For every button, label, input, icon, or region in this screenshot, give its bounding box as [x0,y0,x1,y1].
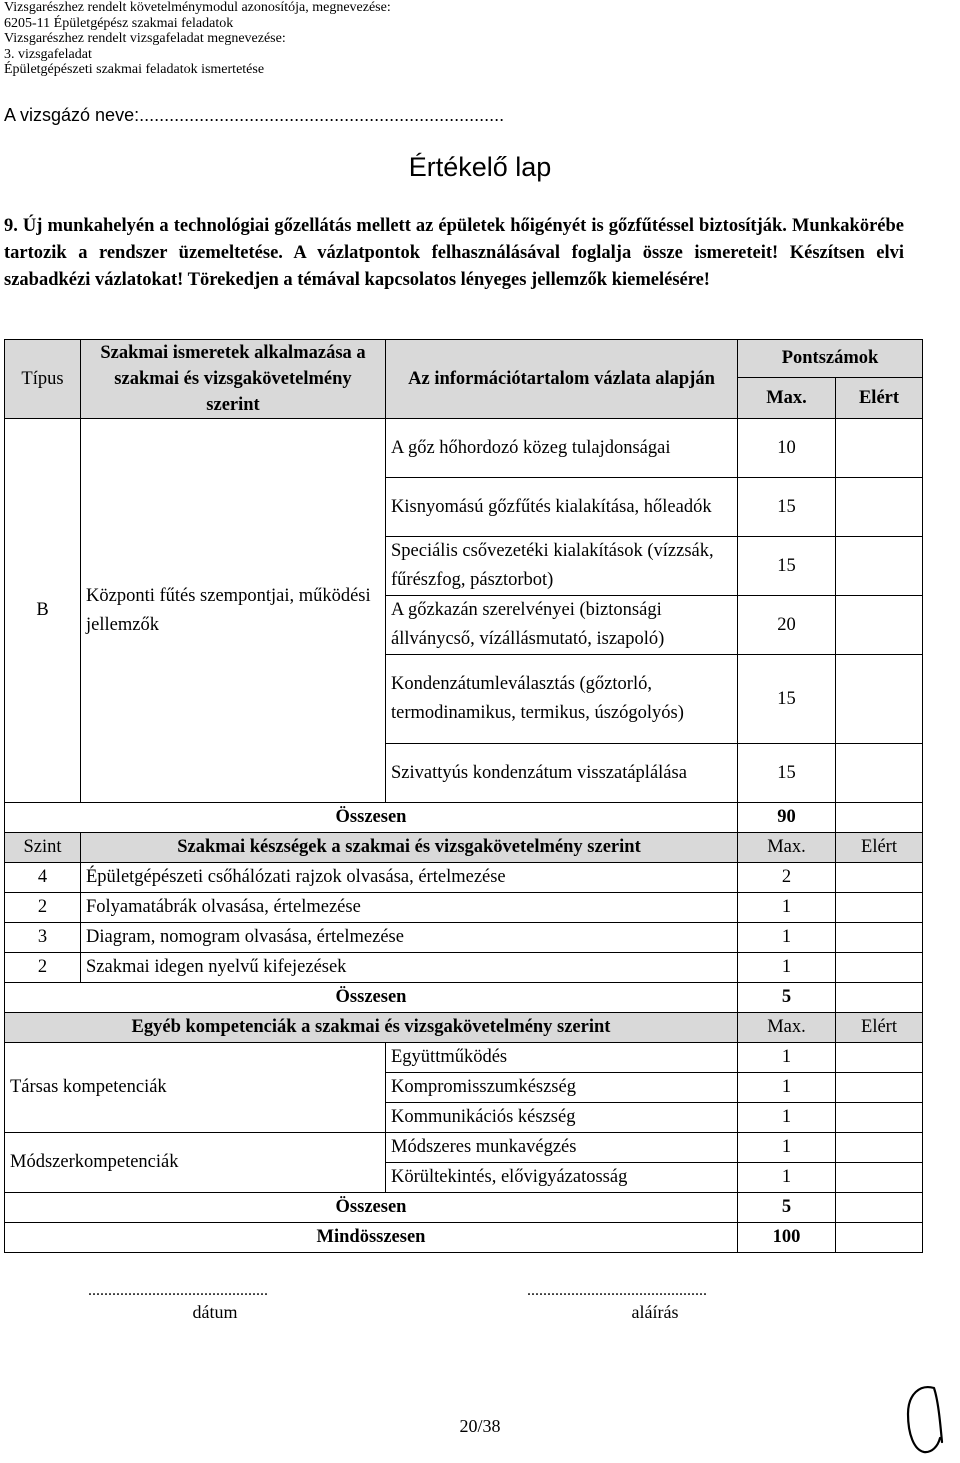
competency-group: Társas kompetenciák [5,1043,386,1133]
subtotal-label: Összesen [5,803,738,833]
points-header: Pontszámok [738,340,923,378]
content-cell: A gőzkazán szerelvényei (biztonsági állványcső, vízállásmutató, iszapoló) [386,596,738,655]
subtotal-row [5,803,923,833]
skills-header: Szakmai készségek a szakmai és vizsgakövetelmény szerint [81,833,738,863]
achieved-header: Elért [836,1013,923,1043]
table-row [5,1133,923,1163]
max-cell: 15 [738,537,836,596]
level-header: Szint [5,833,81,863]
header-line: 6205-11 Épületgépész szakmai feladatok [4,15,234,31]
competency-cell: Módszeres munkavégzés [386,1133,738,1163]
skill-cell: Diagram, nomogram olvasása, értelmezése [81,923,738,953]
table-row [5,893,923,923]
signature-label: aláírás [631,1302,679,1322]
topic-cell: Központi fűtés szempontjai, működési jellemzők [81,419,386,803]
header-line: Vizsgarészhez rendelt vizsgafeladat megnevezése: [4,31,286,46]
page-number: 20/38 [459,1416,501,1436]
level-cell: 2 [5,893,81,923]
knowledge-header: Szakmai ismeretek alkalmazása a szakmai és vizsgakövetelmény szerint [81,340,386,419]
achieved-header: Elért [836,833,923,863]
achieved-cell[interactable] [836,744,923,803]
achieved-cell[interactable] [836,863,923,893]
level-cell: 4 [5,863,81,893]
competency-cell: Kommunikációs készség [386,1103,738,1133]
achieved-cell[interactable] [836,1133,923,1163]
max-cell: 1 [738,1043,836,1073]
table-header-row [5,340,923,378]
table-row [5,1043,923,1073]
subtotal-max: 90 [738,803,836,833]
section-header-row [5,1013,923,1043]
skill-cell: Szakmai idegen nyelvű kifejezések [81,953,738,983]
content-cell: A gőz hőhordozó közeg tulajdonságai [386,419,738,478]
subtotal-max: 5 [738,1193,836,1223]
type-header: Típus [5,340,81,419]
max-cell: 1 [738,953,836,983]
max-header: Max. [738,378,836,419]
achieved-cell[interactable] [836,419,923,478]
subtotal-row [5,1193,923,1223]
grand-total-row [5,1223,923,1253]
skill-cell: Folyamatábrák olvasása, értelmezése [81,893,738,923]
max-cell: 1 [738,923,836,953]
achieved-cell[interactable] [836,478,923,537]
candidate-name-line: A vizsgázó neve:......................................................................... [4,105,505,125]
achieved-cell[interactable] [836,1163,923,1193]
grand-total-achieved[interactable] [836,1223,923,1253]
content-cell: Kondenzátumleválasztás (gőztorló, termodinamikus, termikus, úszógolyós) [386,655,738,744]
level-cell: 3 [5,923,81,953]
section-header-row [5,833,923,863]
max-cell: 15 [738,744,836,803]
max-cell: 1 [738,1163,836,1193]
achieved-cell[interactable] [836,953,923,983]
max-cell: 1 [738,1073,836,1103]
header-line: Épületgépészeti szakmai feladatok ismertetése [4,62,265,77]
page-title: Értékelő lap [408,152,552,182]
subtotal-achieved[interactable] [836,983,923,1013]
achieved-cell[interactable] [836,1103,923,1133]
table-row [5,953,923,983]
max-cell: 1 [738,893,836,923]
max-cell: 20 [738,596,836,655]
date-label: dátum [192,1302,238,1322]
achieved-cell[interactable] [836,893,923,923]
grand-total-label: Mindösszesen [5,1223,738,1253]
subtotal-max: 5 [738,983,836,1013]
handwritten-mark [898,1380,950,1460]
achieved-cell[interactable] [836,923,923,953]
competency-cell: Kompromisszumkészség [386,1073,738,1103]
table-row [5,863,923,893]
subtotal-achieved[interactable] [836,803,923,833]
header-line: 3. vizsgafeladat [4,46,92,62]
subtotal-label: Összesen [5,983,738,1013]
level-cell: 2 [5,953,81,983]
task-description: 9. Új munkahelyén a technológiai gőzellátás mellett az épületek hőigényét is gőzfűtéssel biztosítják. Munkakörébe tartozik a rendszer üzemeltetése. A vázlatpontok felhasználásával foglalja össze ismereteit! Készítsen elvi szabadkézi vázlatokat! Törekedjen a témával kapcsolatos lényeges jellemzők kiemelésére! [4,216,904,290]
max-cell: 2 [738,863,836,893]
max-cell: 1 [738,1103,836,1133]
content-header: Az információtartalom vázlata alapján [386,340,738,419]
subtotal-achieved[interactable] [836,1193,923,1223]
content-cell: Szivattyús kondenzátum visszatáplálása [386,744,738,803]
max-header: Max. [738,833,836,863]
competencies-header: Egyéb kompetenciák a szakmai és vizsgakövetelmény szerint [5,1013,738,1043]
competency-cell: Körültekintés, elővigyázatosság [386,1163,738,1193]
max-cell: 1 [738,1133,836,1163]
achieved-header: Elért [836,378,923,419]
max-header: Max. [738,1013,836,1043]
achieved-cell[interactable] [836,596,923,655]
achieved-cell[interactable] [836,1073,923,1103]
subtotal-row [5,983,923,1013]
subtotal-label: Összesen [5,1193,738,1223]
content-cell: Kisnyomású gőzfűtés kialakítása, hőleadók [386,478,738,537]
max-cell: 10 [738,419,836,478]
achieved-cell[interactable] [836,537,923,596]
achieved-cell[interactable] [836,1043,923,1073]
header-line: Vizsgarészhez rendelt követelménymodul azonosítója, megnevezése: [4,0,391,15]
competency-group: Módszerkompetenciák [5,1133,386,1193]
skill-cell: Épületgépészeti csőhálózati rajzok olvasása, értelmezése [81,863,738,893]
table-row [5,923,923,953]
type-cell: B [5,419,81,803]
signature-dotted-line: ............................................. [527,1282,707,1299]
table-row [5,419,923,478]
achieved-cell[interactable] [836,655,923,744]
max-cell: 15 [738,655,836,744]
evaluation-table [4,339,923,1253]
max-cell: 15 [738,478,836,537]
grand-total-max: 100 [738,1223,836,1253]
content-cell: Speciális csővezetéki kialakítások (vízzsák, fűrészfog, pásztorbot) [386,537,738,596]
date-dotted-line: ............................................. [88,1282,268,1299]
document-header [4,0,391,78]
competency-cell: Együttműködés [386,1043,738,1073]
